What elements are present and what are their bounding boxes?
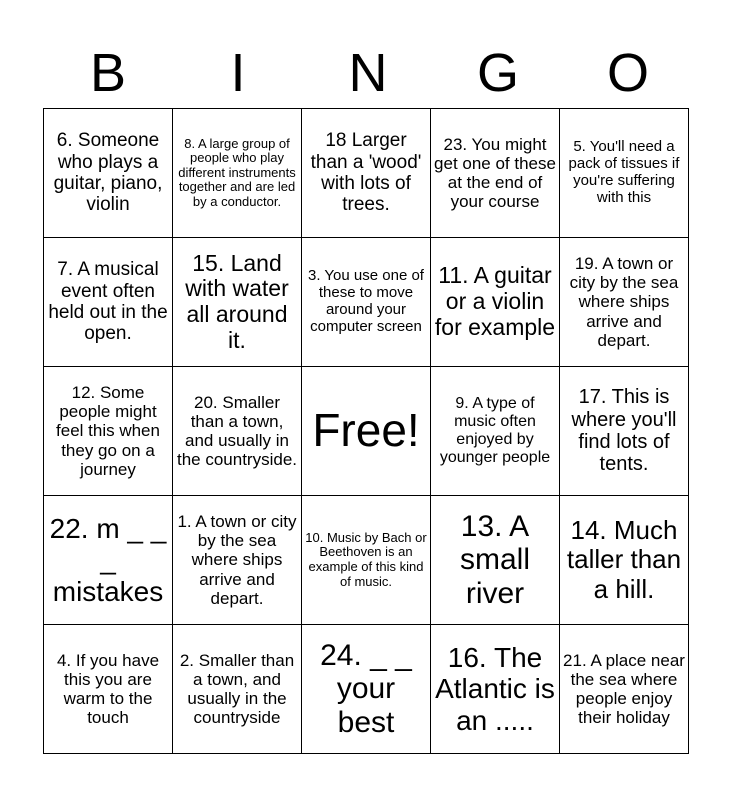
bingo-cell[interactable]: 1. A town or city by the sea where ships arrive and depart. [173, 496, 302, 625]
header-letter-o: O [606, 43, 649, 103]
header-letter-n: N [348, 43, 388, 103]
bingo-cell[interactable]: 5. You'll need a pack of tissues if you're suffering with this [560, 109, 689, 238]
bingo-row [44, 496, 689, 625]
bingo-cell[interactable]: 8. A large group of people who play different instruments together and are led by a conductor. [173, 109, 302, 238]
bingo-row [44, 625, 689, 754]
bingo-cell[interactable]: 13. A small river [431, 496, 560, 625]
bingo-cell[interactable]: 23. You might get one of these at the end of your course [431, 109, 560, 238]
bingo-cell[interactable]: 7. A musical event often held out in the open. [44, 238, 173, 367]
bingo-cell[interactable]: 15. Land with water all around it. [173, 238, 302, 367]
bingo-cell[interactable]: 16. The Atlantic is an ..... [431, 625, 560, 754]
bingo-cell[interactable]: 14. Much taller than a hill. [560, 496, 689, 625]
bingo-cell[interactable]: 19. A town or city by the sea where ships arrive and depart. [560, 238, 689, 367]
bingo-cell[interactable]: 12. Some people might feel this when they go on a journey [44, 367, 173, 496]
bingo-row [44, 238, 689, 367]
bingo-row [44, 367, 689, 496]
bingo-cell[interactable]: 20. Smaller than a town, and usually in the countryside. [173, 367, 302, 496]
bingo-cell[interactable]: 22. m _ _ _ mistakes [44, 496, 173, 625]
header-letter-g: G [476, 43, 519, 103]
bingo-cell[interactable]: 3. You use one of these to move around your computer screen [302, 238, 431, 367]
bingo-cell[interactable]: 24. _ _ your best [302, 625, 431, 754]
bingo-row [44, 109, 689, 238]
bingo-cell[interactable]: 4. If you have this you are warm to the touch [44, 625, 173, 754]
bingo-cell[interactable]: 21. A place near the sea where people enjoy their holiday [560, 625, 689, 754]
bingo-grid [43, 108, 689, 754]
header-letter-b: B [89, 43, 127, 103]
bingo-cell[interactable]: 6. Someone who plays a guitar, piano, violin [44, 109, 173, 238]
bingo-cell[interactable]: 10. Music by Bach or Beethoven is an example of this kind of music. [302, 496, 431, 625]
bingo-header [43, 38, 693, 108]
bingo-cell[interactable]: 17. This is where you'll find lots of tents. [560, 367, 689, 496]
header-letter-i: I [230, 43, 246, 103]
bingo-cell[interactable]: 11. A guitar or a violin for example [431, 238, 560, 367]
bingo-cell[interactable]: 9. A type of music often enjoyed by younger people [431, 367, 560, 496]
free-cell[interactable]: Free! [302, 367, 431, 496]
bingo-cell[interactable]: 18 Larger than a 'wood' with lots of trees. [302, 109, 431, 238]
bingo-cell[interactable]: 2. Smaller than a town, and usually in the countryside [173, 625, 302, 754]
